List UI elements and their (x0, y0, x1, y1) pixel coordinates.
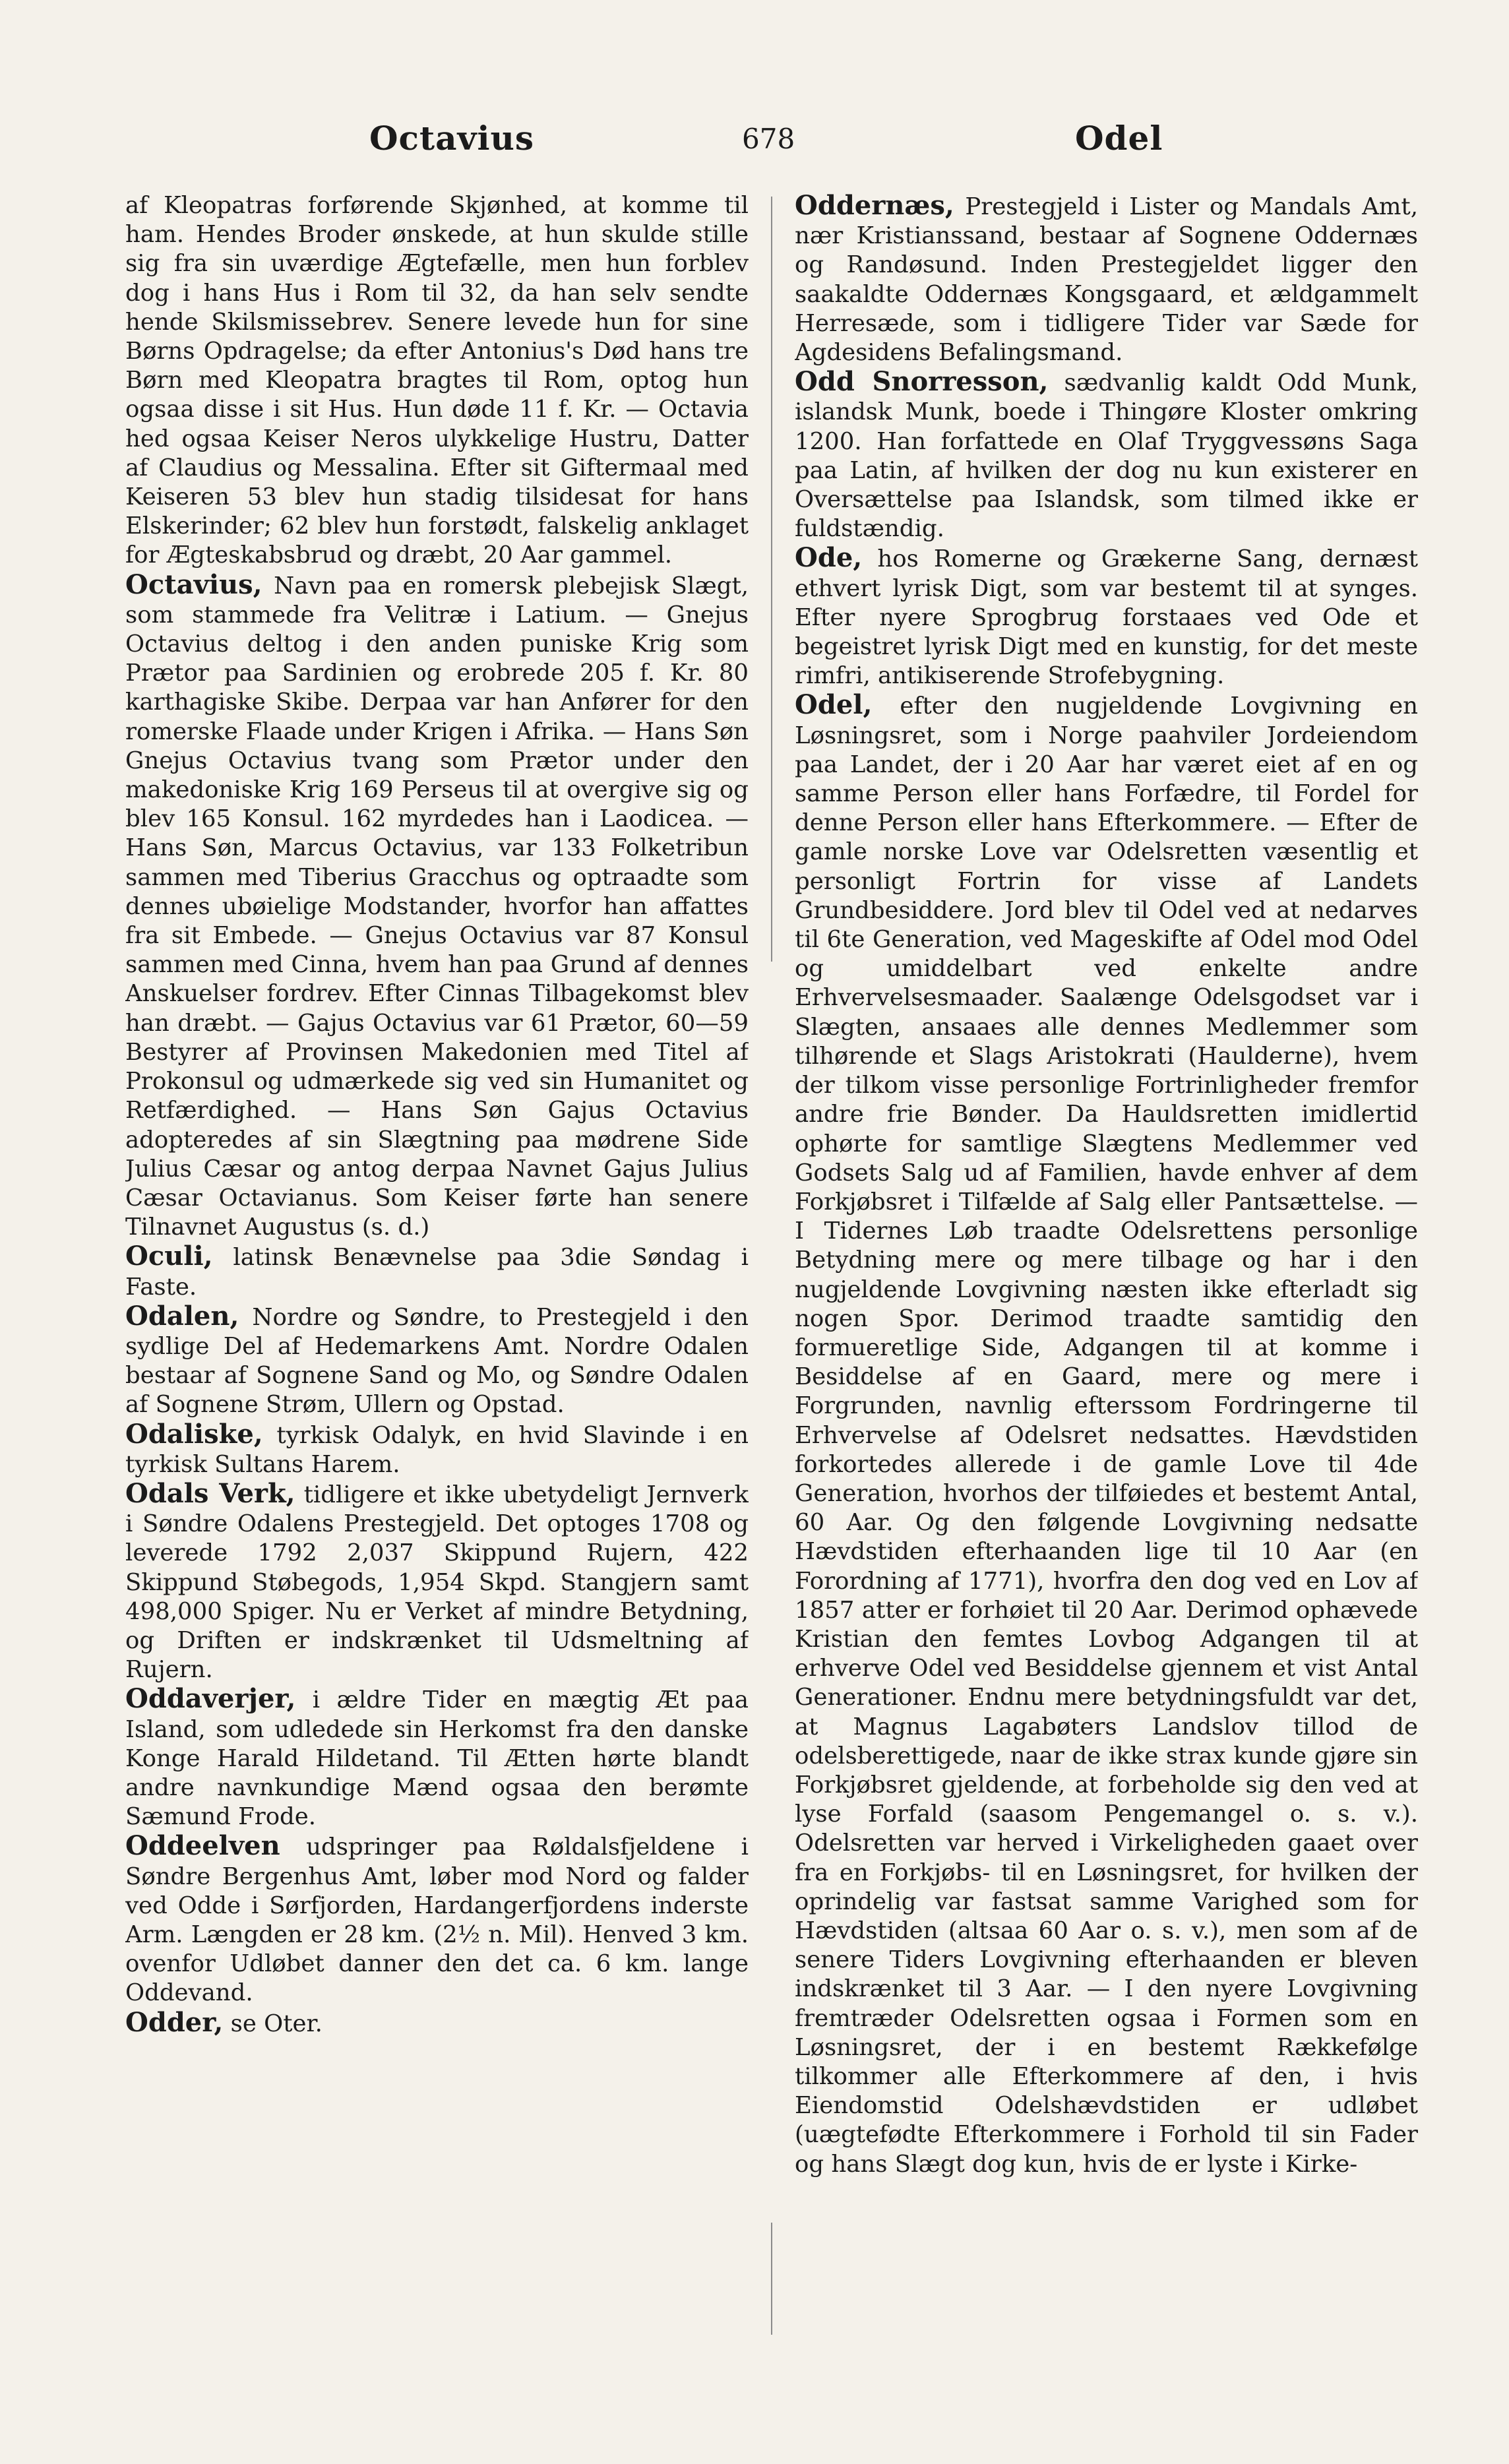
entry-odder (125, 2008, 749, 2039)
entry-headword: Oculi, (125, 1241, 213, 1272)
entry-headword: Odd Snorresson, (795, 366, 1049, 398)
entry-text: Prestegjeld i Lister og Mandals Amt, nær Kristianssand, bestaar af Sognene Oddernæs og Randøsund. Inden Prestegjeldet ligger den saakaldte Oddernæs Kongsgaard, et ældgammelt Herresæde, som i tidligere Tider var Sæde for Agdesidens Befalingsmand. (795, 193, 1418, 367)
column-rule-lower (771, 2223, 772, 2335)
entry-oddeelven (125, 1832, 749, 2008)
running-head-left: Octavius (369, 119, 535, 158)
entry-text: i ældre Tider en mægtig Æt paa Island, som udledede sin Herkomst fra den danske Konge Harald Hildetand. Til Ætten hørte blandt andre navnkundige Mænd ogsaa den berømte Sæmund Frode. (125, 1686, 749, 1831)
entry-odd-snorresson (795, 367, 1418, 543)
left-column (125, 191, 749, 2335)
entry-headword: Oddaverjer, (125, 1683, 296, 1715)
entry-text: se Oter. (230, 2010, 323, 2037)
entry-odalen (125, 1302, 749, 1420)
entry-text: sædvanlig kaldt Odd Munk, islandsk Munk, boede i Thingøre Kloster omkring 1200. Han forfattede en Olaf Tryggvessøns Saga paa Latin, af hvilken der dog nu kun existerer en Oversættelse paa Islandsk, som tilmed ikke er fuldstændig. (795, 369, 1418, 543)
entry-ode (795, 543, 1418, 691)
entry-text: af Kleopatras forførende Skjønhed, at komme til ham. Hendes Broder ønskede, at hun skulde stille sig fra sin uværdige Ægtefælle, men hun forblev dog i hans Hus i Rom til 32, da han selv sendte hende Skilsmissebrev. Senere levede hun for sine Børns Opdragelse; da efter Antonius's Død hans tre Børn med Kleopatra bragtes til Rom, optog hun ogsaa disse i sit Hus. Hun døde 11 f. Kr. — Octavia hed ogsaa Keiser Neros ulykkelige Hustru, Datter af Claudius og Messalina. Efter sit Giftermaal med Keiseren 53 blev hun stadig tilsidesat for hans Elskerinder; 62 blev hun forstødt, falskelig anklaget for Ægteskabsbrud og dræbt, 20 Aar gammel. (125, 192, 749, 569)
entry-headword: Oddernæs, (795, 191, 954, 221)
entry-text: tidligere et ikke ubetydeligt Jernverk i Søndre Odalens Prestegjeld. Det optoges 1708 og leverede 1792 2,037 Skippund Rujern, 422 Skippund Støbegods, 1,954 Skpd. Stangjern samt 498,000 Spiger. Nu er Verket af mindre Betydning, og Driften er indskrænket til Udsmeltning af Rujern. (125, 1481, 749, 1684)
entry-odel (795, 691, 1418, 2178)
entry-headword: Octavius, (125, 569, 262, 600)
page-number: 678 (742, 123, 795, 155)
entry-headword: Odaliske, (125, 1418, 263, 1450)
entry-headword: Odder, (125, 2006, 224, 2038)
entry-oculi (125, 1242, 749, 1301)
entry-text: Nordre og Søndre, to Prestegjeld i den sydlige Del af Hedemarkens Amt. Nordre Odalen bestaar af Sognene Sand og Mo, og Søndre Odalen af Sognene Strøm, Ullern og Opstad. (125, 1303, 749, 1419)
entry-headword: Odel, (795, 689, 873, 721)
running-head (125, 112, 1418, 171)
entry-text: Navn paa en romersk plebejisk Slægt, som stammede fra Velitræ i Latium. — Gnejus Octavius deltog i den anden puniske Krig som Prætor paa Sardinien og erobrede 205 f. Kr. 80 karthagiske Skibe. Derpaa var han Anfører for den romerske Flaade under Krigen i Afrika. — Hans Søn Gnejus Octavius tvang som Prætor under den makedoniske Krig 169 Perseus til at overgive sig og blev 165 Konsul. 162 myrdedes han i Laodicea. — Hans Søn, Marcus Octavius, var 133 Folketribun sammen med Tiberius Gracchus og optraadte som dennes ubøielige Modstander, hvorfor han affattes fra sit Embede. — Gnejus Octavius var 87 Konsul sammen med Cinna, hvem han paa Grund af dennes Anskuelser fordrev. Efter Cinnas Tilbagekomst blev han dræbt. — Gajus Octavius var 61 Prætor, 60—59 Bestyrer af Provinsen Makedonien med Titel af Prokonsul og udmærkede sig ved sin Humanitet og Retfærdighed. — Hans Søn Gajus Octavius adopteredes af sin Slægtning paa mødrene Side Julius Cæsar og antog derpaa Navnet Gajus Julius Cæsar Octavianus. Som Keiser førte han senere Tilnavnet Augustus (s. d.) (125, 572, 749, 1241)
entry-headword: Odals Verk, (125, 1477, 295, 1509)
dictionary-page (125, 112, 1418, 2355)
entry-oddernaes (795, 191, 1418, 367)
two-column-body (125, 191, 1418, 2335)
entry-text: udspringer paa Røldalsfjeldene i Søndre Bergenhus Amt, løber mod Nord og falder ved Odde i Sørfjorden, Hardangerfjordens inderste Arm. Længden er 28 km. (2½ n. Mil). Henved 3 km. ovenfor Udløbet danner den det ca. 6 km. lange Oddevand. (125, 1833, 749, 2007)
entry-headword: Oddeelven (125, 1830, 280, 1862)
entry-text: latinsk Benævnelse paa 3die Søndag i Faste. (125, 1244, 749, 1301)
entry-text: efter den nugjeldende Lovgivning en Løsningsret, som i Norge paahviler Jordeiendom paa Landet, der i 20 Aar har været eiet af en og samme Person eller hans Forfædre, til Fordel for denne Person eller hans Efterkommere. — Efter de gamle norske Love var Odelsretten væsentlig et personligt Fortrin for visse af Landets Grundbesiddere. Jord blev til Odel ved at nedarves til 6te Generation, ved Mageskifte af Odel mod Odel og umiddelbart ved enkelte andre Erhvervelsesmaader. Saalænge Odelsgodset var i Slægten, ansaaes alle dennes Medlemmer som tilhørende et Slags Aristokrati (Haulderne), hvem der tilkom visse personlige Fortrinligheder fremfor andre frie Bønder. Da Hauldsretten imidlertid ophørte for samtlige Slægtens Medlemmer ved Godsets Salg ud af Familien, havde enhver af dem Forkjøbsret i Tilfælde af Salg eller Pantsættelse. — I Tidernes Løb traadte Odelsrettens personlige Betydning mere og mere tilbage og har i den nugjeldende Lovgivning næsten ikke efterladt sig nogen Spor. Derimod traadte samtidig den formueretlige Side, Adgangen til at komme i Besiddelse af en Gaard, mere og mere i Forgrunden, navnlig efterssom Fordringerne til Erhvervelse af Odelsret nedsattes. Hævdstiden forkortedes allerede i de gamle Love til 4de Generation, hvorhos der tilføiedes et bestemt Antal, 60 Aar. Og den følgende Lovgivning nedsatte Hævdstiden efterhaanden lige til 10 Aar (en Forordning af 1771), hvorfra den dog ved en Lov af 1857 atter er forhøiet til 20 Aar. Derimod ophævede Kristian den femtes Lovbog Adgangen til at erhverve Odel ved Besiddelse gjennem et vist Antal Generationer. Endnu mere betydningsfuldt var det, at Magnus Lagabøters Landslov tillod de odelsberettigede, naar de ikke strax kunde gjøre sin Forkjøbsret gjeldende, at forbeholde sig den ved at lyse Forfald (saasom Pengemangel o. s. v.). Odelsretten var herved i Virkeligheden gaaet over fra en Forkjøbs- til en Løsningsret, for hvilken der oprindelig var fastsat samme Varighed som for Hævdstiden (altsaa 60 Aar o. s. v.), men som af de senere Tiders Lovgivning efterhaanden er bleven indskrænket til 3 Aar. — I den nyere Lovgivning fremtræder Odelsretten ogsaa i Formen som en Løsningsret, der i en bestemt Rækkefølge tilkommer alle Efterkommere af den, i hvis Eiendomstid Odelshævdstiden er udløbet (uægtefødte Efterkommere i Forhold til sin Fader og hans Slægt dog kun, hvis de er lyste i Kirke- (795, 693, 1418, 2178)
entry-octavius (125, 570, 749, 1243)
right-column (795, 191, 1418, 2335)
entry-text: hos Romerne og Grækerne Sang, dernæst ethvert lyrisk Digt, som var bestemt til at synges. Efter nyere Sprogbrug forstaaes ved Ode et begeistret lyrisk Digt med en kunstig, for det meste rimfri, antikiserende Strofebygning. (795, 545, 1418, 690)
entry-text: tyrkisk Odalyk, en hvid Slavinde i en tyrkisk Sultans Harem. (125, 1421, 749, 1478)
entry-oddaverjer (125, 1684, 749, 1832)
entry-odaliske (125, 1420, 749, 1479)
entry-headword: Odalen, (125, 1300, 239, 1332)
entry-headword: Ode, (795, 542, 863, 574)
running-head-right: Odel (1075, 119, 1163, 158)
column-rule-upper (771, 197, 772, 962)
entry-odals-verk (125, 1479, 749, 1684)
entry-octavia-continued (125, 191, 749, 570)
